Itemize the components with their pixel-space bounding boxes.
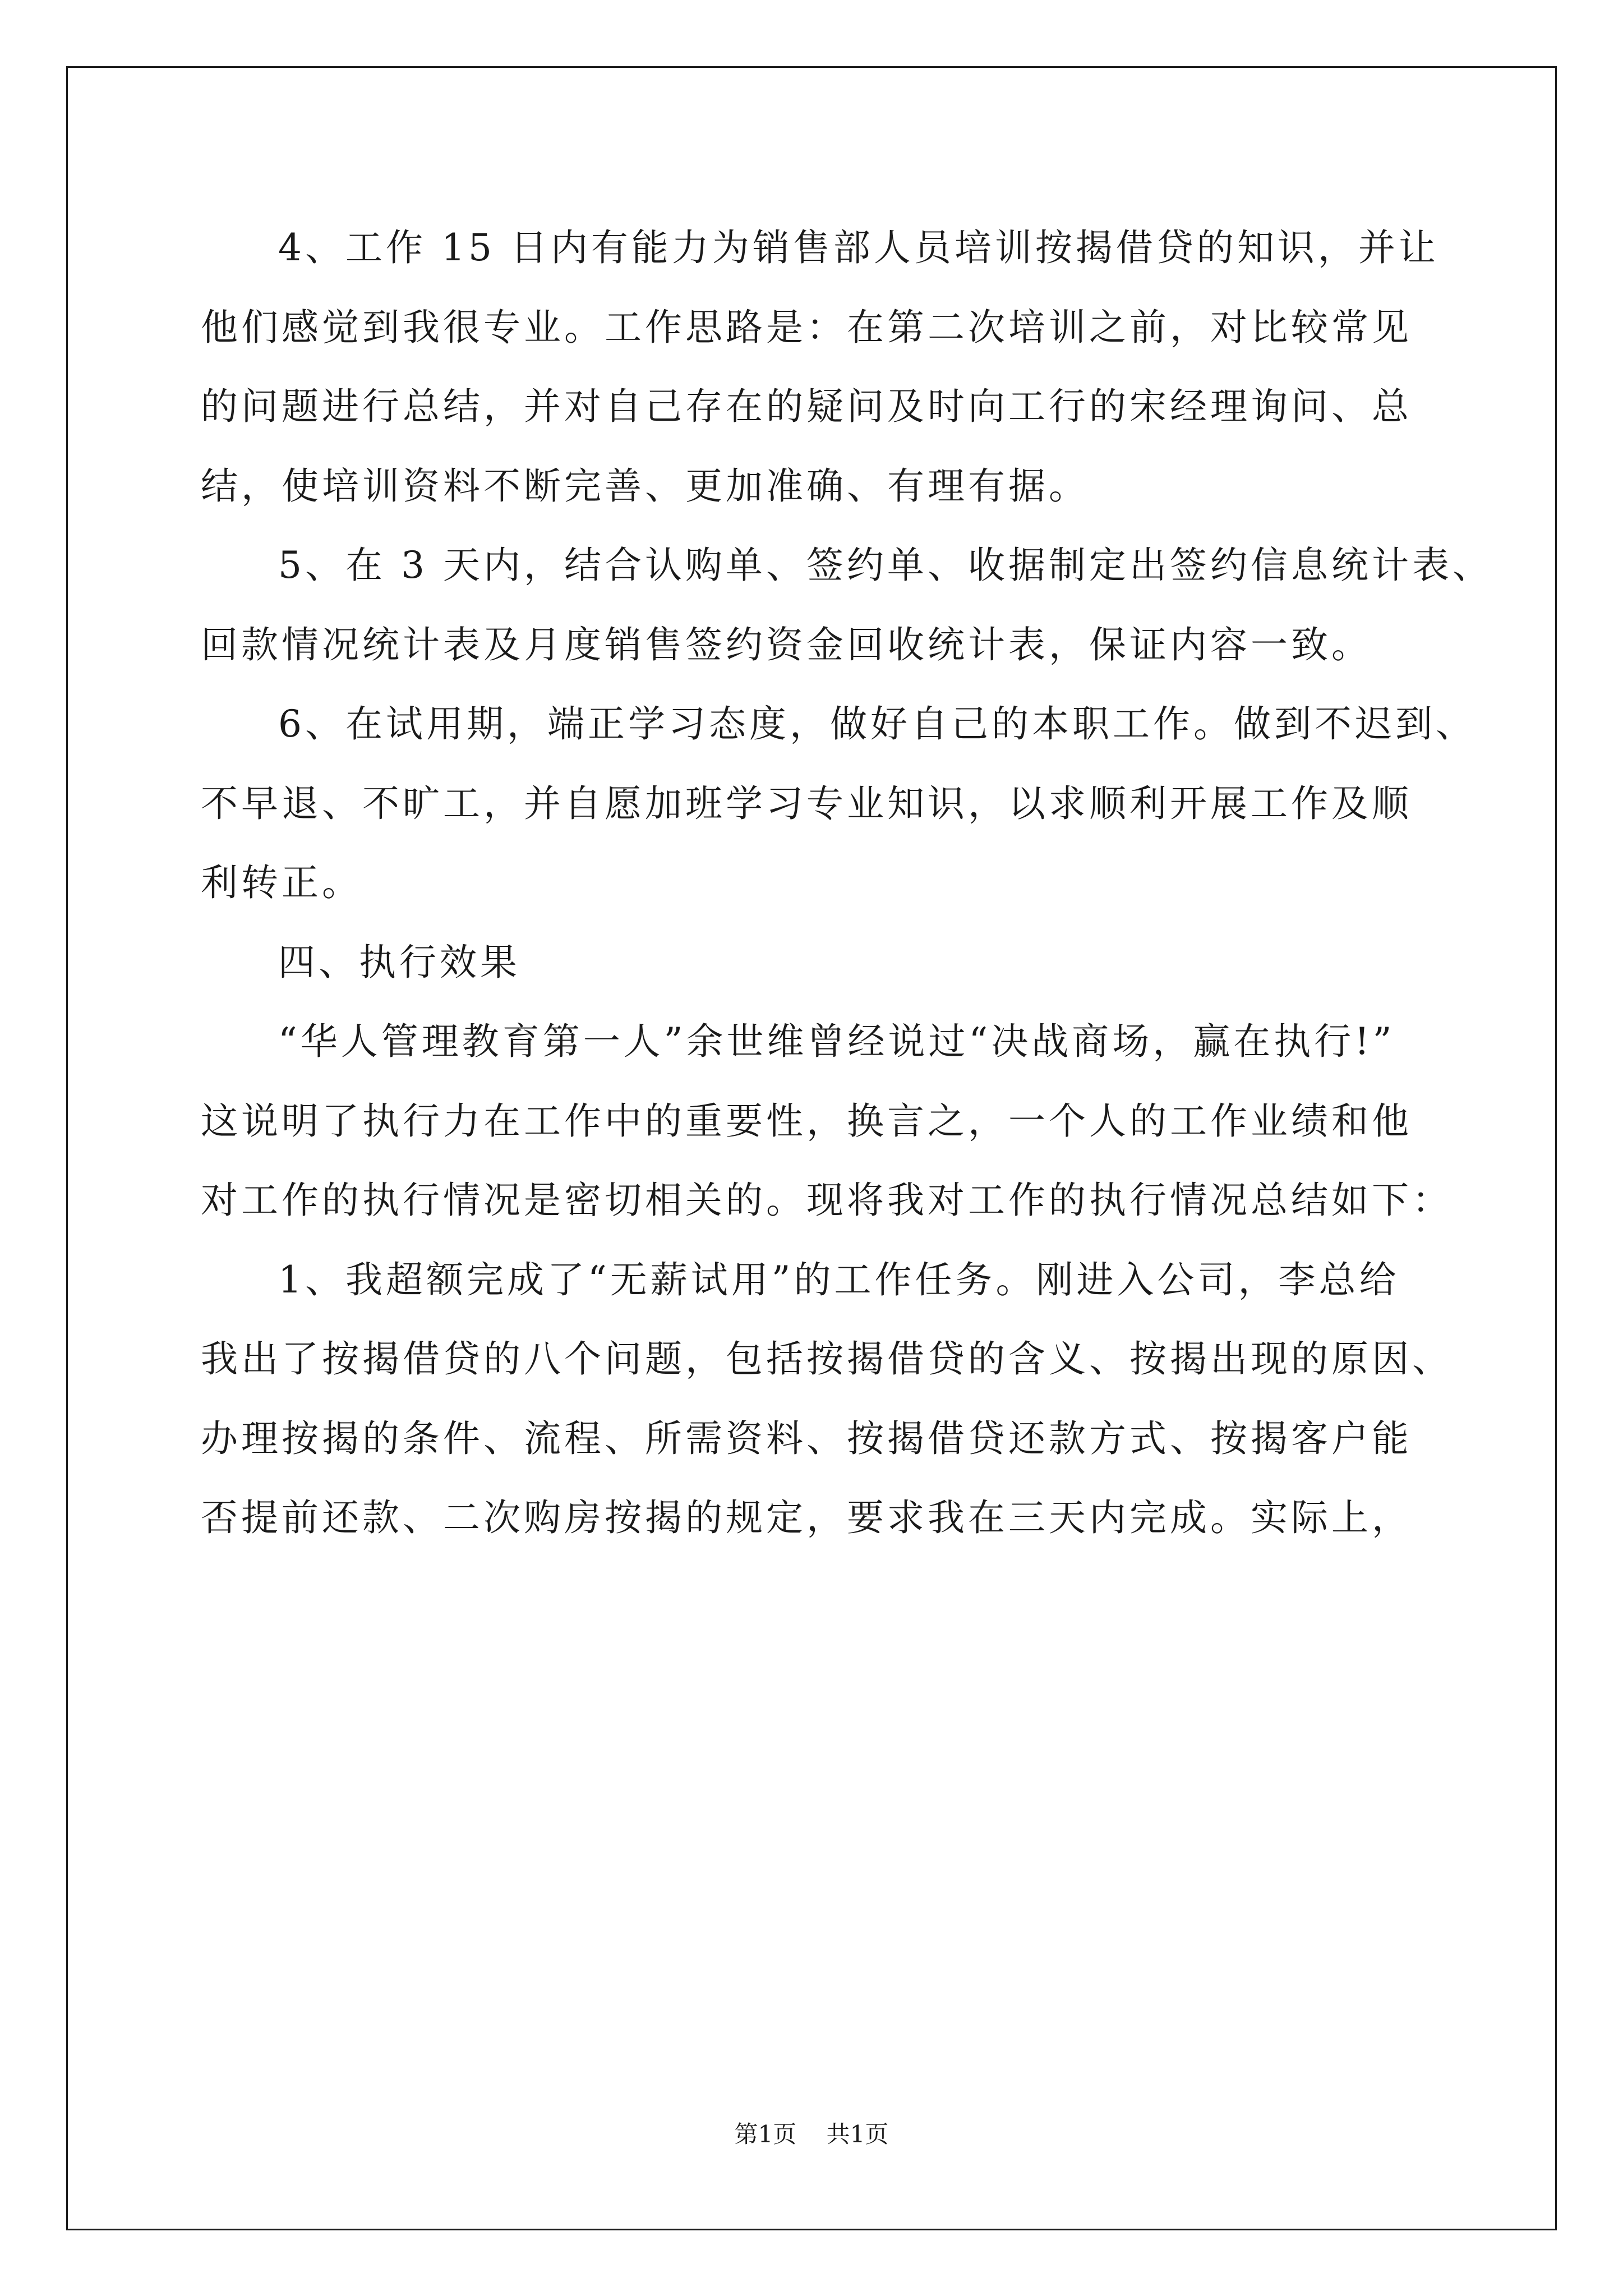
text-line: 办理按揭的条件、流程、所需资料、按揭借贷还款方式、按揭客户能 <box>201 1416 1412 1460</box>
text-line: 他们感觉到我很专业。工作思路是：在第二次培训之前，对比较常见 <box>201 305 1412 349</box>
text-line: “华人管理教育第一人”余世维曾经说过“决战商场，赢在执行!” <box>278 1020 1395 1063</box>
text-line: 结，使培训资料不断完善、更加准确、有理有据。 <box>201 464 1089 508</box>
text-line: 利转正。 <box>201 861 362 904</box>
text-line: 四、执行效果 <box>278 940 520 984</box>
text-line: 的问题进行总结，并对自己存在的疑问及时向工行的宋经理询问、总 <box>201 385 1412 428</box>
text-line: 否提前还款、二次购房按揭的规定，要求我在三天内完成。实际上， <box>201 1496 1412 1539</box>
text-line: 6、在试用期，端正学习态度，做好自己的本职工作。做到不迟到、 <box>278 702 1476 746</box>
text-line: 回款情况统计表及月度销售签约资金回收统计表，保证内容一致。 <box>201 623 1372 666</box>
text-line: 对工作的执行情况是密切相关的。现将我对工作的执行情况总结如下： <box>201 1179 1453 1222</box>
text-line: 我出了按揭借贷的八个问题，包括按揭借贷的含义、按揭出现的原因、 <box>201 1337 1453 1381</box>
text-line: 4、工作 15 日内有能力为销售部人员培训按揭借贷的知识，并让 <box>278 226 1439 269</box>
text-line: 5、在 3 天内，结合认购单、签约单、收据制定出签约信息统计表、 <box>278 544 1493 587</box>
page-number: 第1页 <box>734 2120 797 2148</box>
page-footer <box>0 2116 1623 2150</box>
page-total: 共1页 <box>826 2120 889 2148</box>
text-line: 1、我超额完成了“无薪试用”的工作任务。刚进入公司，李总给 <box>278 1258 1400 1301</box>
text-line: 这说明了执行力在工作中的重要性，换言之，一个人的工作业绩和他 <box>201 1099 1412 1143</box>
text-line: 不早退、不旷工，并自愿加班学习专业知识，以求顺利开展工作及顺 <box>201 781 1412 825</box>
